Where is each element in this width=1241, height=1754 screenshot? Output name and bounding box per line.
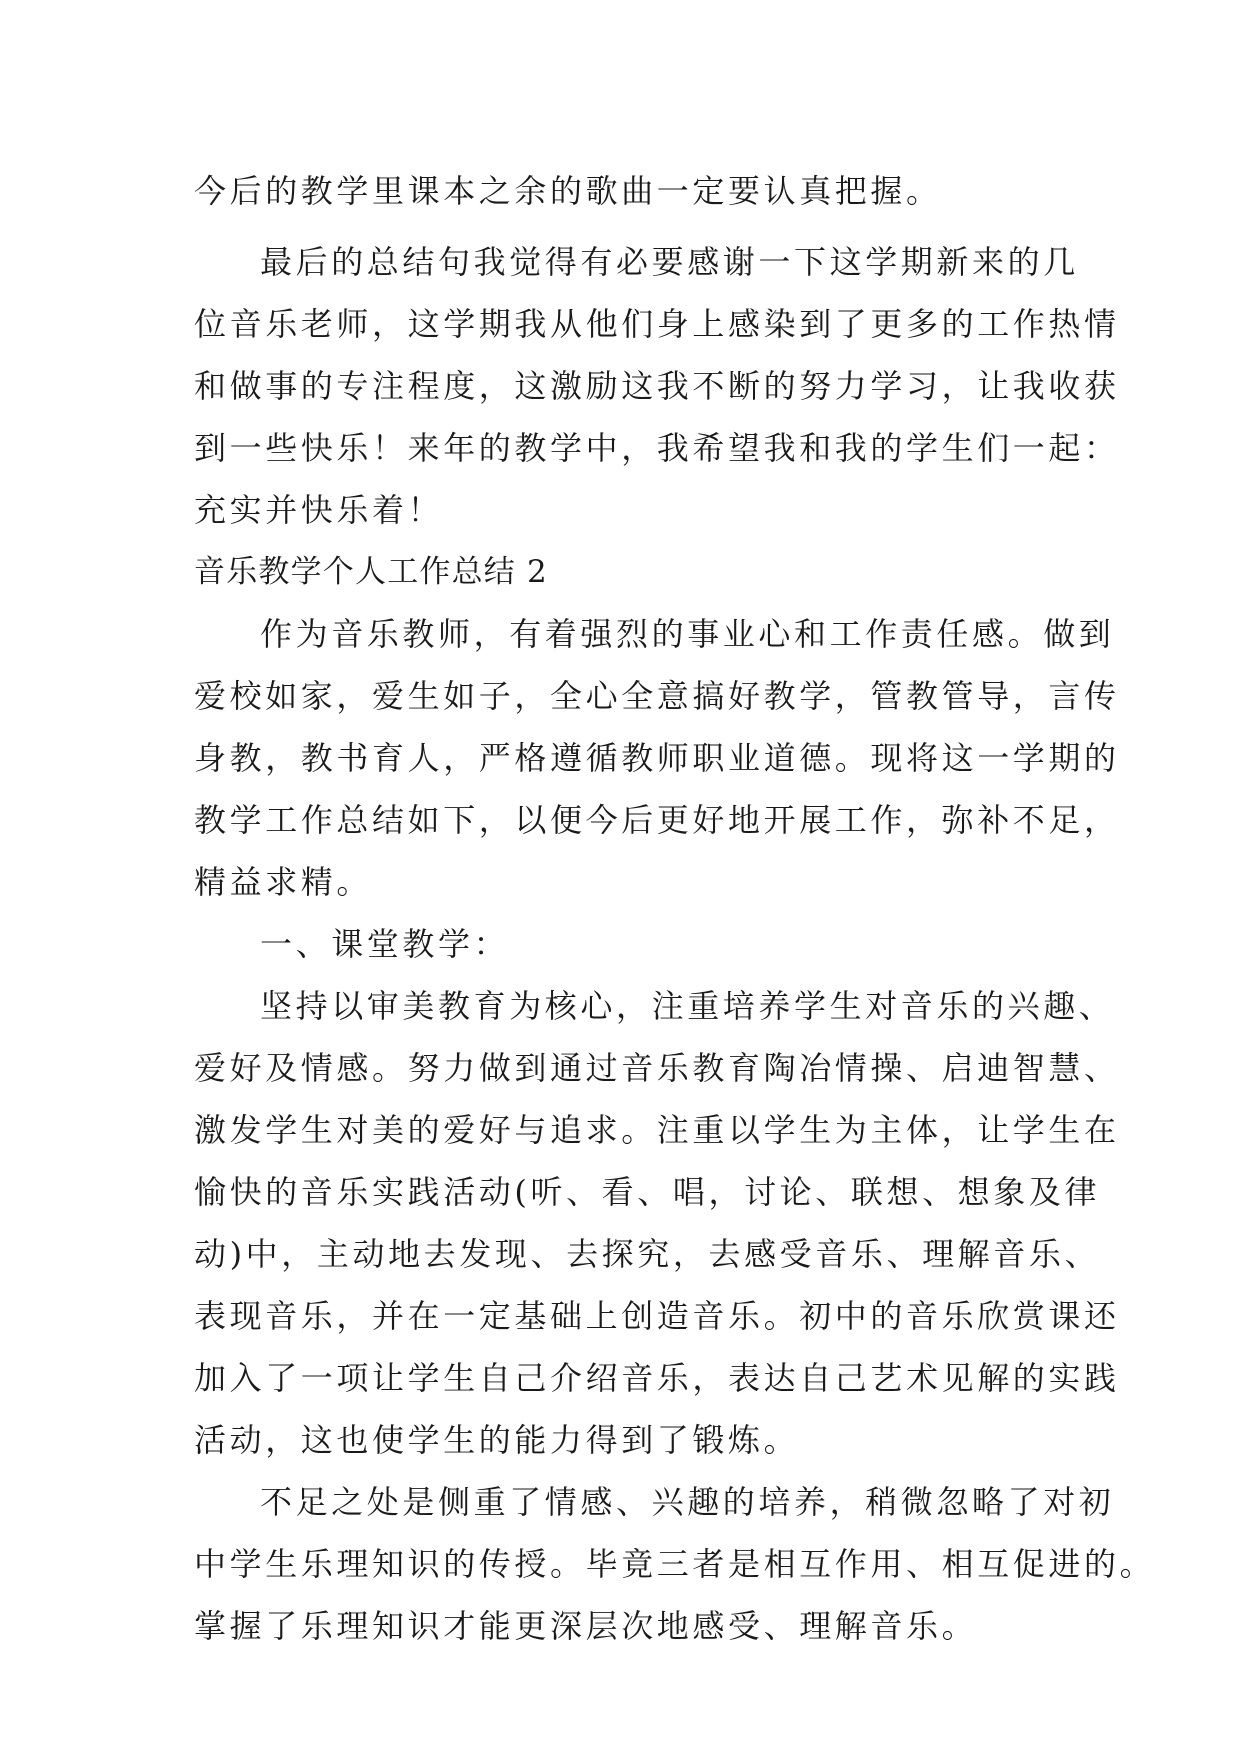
paragraph-line: 激发学生对美的爱好与追求。注重以学生为主体，让学生在 (194, 1111, 1120, 1149)
paragraph-line: 中学生乐理知识的传授。毕竟三者是相互作用、相互促进的。 (194, 1545, 1156, 1583)
section-heading: 音乐教学个人工作总结 2 (194, 554, 548, 590)
paragraph-line: 活动，这也使学生的能力得到了锻炼。 (194, 1421, 800, 1459)
paragraph-line: 掌握了乐理知识才能更深层次地感受、理解音乐。 (194, 1607, 978, 1645)
paragraph-line: 坚持以审美教育为核心，注重培养学生对音乐的兴趣、 (260, 987, 1115, 1025)
paragraph-line: 充实并快乐着！ (194, 491, 444, 529)
paragraph-line: 位音乐老师，这学期我从他们身上感染到了更多的工作热情 (194, 305, 1120, 343)
subsection-heading: 一、课堂教学： (260, 925, 510, 963)
paragraph-line: 今后的教学里课本之余的歌曲一定要认真把握。 (194, 172, 942, 210)
paragraph-line: 不足之处是侧重了情感、兴趣的培养，稍微忽略了对初 (260, 1483, 1115, 1521)
paragraph-line: 加入了一项让学生自己介绍音乐，表达自己艺术见解的实践 (194, 1359, 1120, 1397)
paragraph-line: 精益求精。 (194, 863, 373, 901)
document-page (194, 160, 1156, 1657)
paragraph-line: 爱校如家，爱生如子，全心全意搞好教学，管教管导，言传 (194, 677, 1120, 715)
paragraph-line: 最后的总结句我觉得有必要感谢一下这学期新来的几 (260, 243, 1079, 281)
paragraph-line: 爱好及情感。努力做到通过音乐教育陶冶情操、启迪智慧、 (194, 1049, 1120, 1087)
paragraph-line: 到一些快乐！来年的教学中，我希望我和我的学生们一起： (194, 429, 1120, 467)
paragraph-line: 教学工作总结如下，以便今后更好地开展工作，弥补不足， (194, 801, 1120, 839)
paragraph-line: 和做事的专注程度，这激励这我不断的努力学习，让我收获 (194, 367, 1120, 405)
paragraph-line: 动)中，主动地去发现、去探究，去感受音乐、理解音乐、 (194, 1235, 1101, 1273)
paragraph-line: 愉快的音乐实践活动(听、看、唱，讨论、联想、想象及律 (194, 1173, 1101, 1211)
paragraph-line: 表现音乐，并在一定基础上创造音乐。初中的音乐欣赏课还 (194, 1297, 1120, 1335)
paragraph-line: 身教，教书育人，严格遵循教师职业道德。现将这一学期的 (194, 739, 1120, 777)
paragraph-line: 作为音乐教师，有着强烈的事业心和工作责任感。做到 (260, 615, 1115, 653)
